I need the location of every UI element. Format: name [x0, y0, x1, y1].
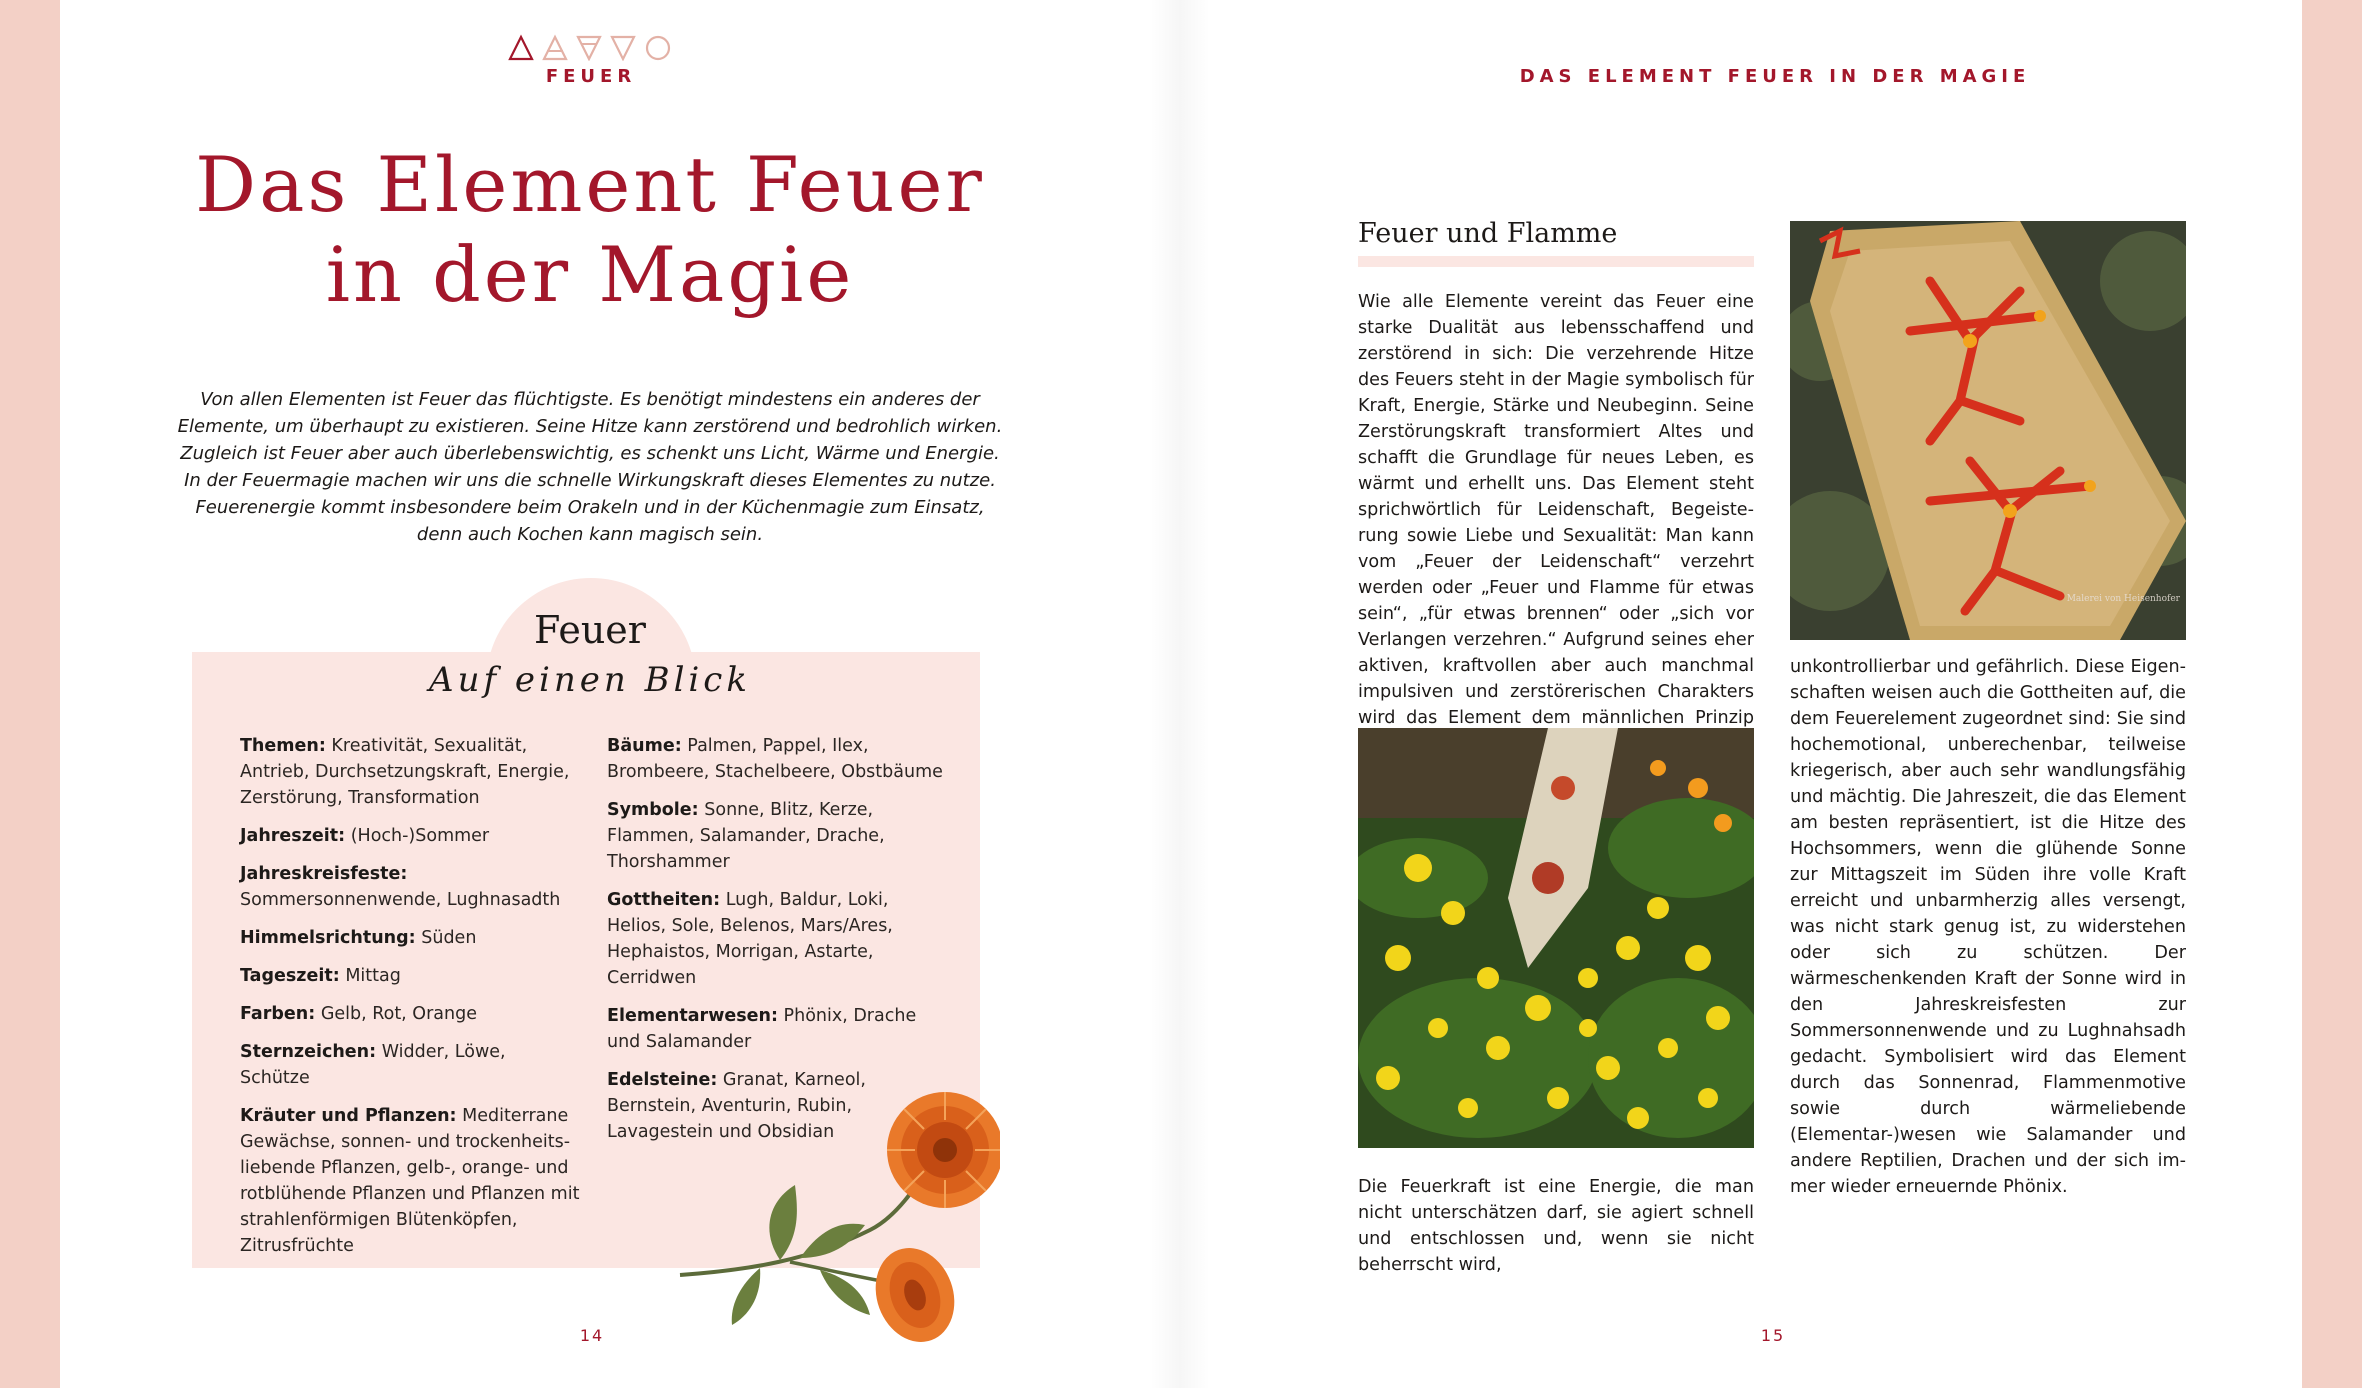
photo-credit: Malerei von Heisenhofer: [2066, 594, 2180, 604]
info-entry-text: Sommersonnenwende, Lughnasadth: [240, 890, 561, 910]
info-entry-label: Gottheiten:: [607, 890, 721, 910]
info-entry-label: Farben:: [240, 1004, 316, 1024]
stone-painting-photo: [1790, 221, 2186, 640]
body-paragraph-3: unkontrollierbar und gefährlich. Diese Eigenschaften weisen auch die Gottheiten auf, die dem Feuerelement zugeordnet sind: Sie sind hochemotional, unberechenbar, teilweise kriegerisch, aber auch sehr wandlungsfähig und mächtig. Die Jahreszeit, die das Element am besten repräsentiert, ist die Hitze des Hochsommers, wenn die glühende Sonne zur Mittagszeit im Süden ihre volle Kraft erreicht und unbarmherzig alles versengt, was nicht stark genug ist, zu widerstehen oder sich zu schützen. Der wärmeschenkenden Kraft der Sonne wird in den Jahreskreisfesten zur Sommersonnenwende und zu Lughnahsadh gedacht. Symbolisiert wird das Element durch das Sonnenrad, Flammenmotive sowie durch wärmeliebende (Elementar-)wesen wie Salamander und andere Reptilien, Drachen und der sich immer wieder erneuernde Phönix.: [1790, 657, 2186, 1197]
info-column-left: [240, 733, 580, 1271]
info-entry-text: Granat, Karneol, Bernstein, Aventurin, Rubin, Lavagestein und Obsidian: [607, 1070, 866, 1142]
spirit-circle-icon: [647, 37, 669, 59]
info-entry-text: Sonne, Blitz, Kerze, Flammen, Salamander, Drache, Thorshammer: [607, 800, 885, 872]
info-entry-label: Kräuter und Pflanzen:: [240, 1106, 457, 1126]
info-entry: [607, 887, 947, 991]
info-entry: [240, 733, 580, 811]
info-entry-text: Gelb, Rot, Orange: [320, 1004, 477, 1024]
page-title: [150, 140, 1030, 320]
info-entry-text: Lugh, Baldur, Loki, Helios, Sole, Belenos, Mars/Ares, Hephaistos, Morrigan, Astarte, Cerridwen: [607, 890, 893, 988]
info-entry-text: Süden: [421, 928, 477, 948]
info-entry-label: Tageszeit:: [240, 966, 340, 986]
water-triangle-icon: [578, 37, 600, 59]
element-icons-row: [508, 33, 674, 61]
info-box-title: Feuer: [534, 608, 646, 652]
page-number-right: 15: [1760, 1326, 1786, 1345]
info-entry: [240, 963, 580, 989]
info-entry-text: (Hoch-)Sommer: [350, 826, 490, 846]
info-entry: [240, 823, 580, 849]
book-gutter: [1150, 0, 1210, 1388]
info-entry: [240, 861, 580, 913]
info-entry-label: Edelsteine:: [607, 1070, 718, 1090]
info-entry-text: Widder, Löwe, Schütze: [240, 1042, 506, 1088]
info-entry-label: Symbole:: [607, 800, 699, 820]
chrysanthemum-illustration: [670, 1080, 1000, 1360]
info-entry: [240, 1039, 580, 1091]
flower-head-small: [863, 1237, 967, 1353]
info-entry-label: Elementarwesen:: [607, 1006, 778, 1026]
earth-triangle-icon: [612, 37, 634, 59]
body-paragraph-1: Wie alle Elemente vereint das Feuer eine starke Dualität aus lebensschaffend und zerstörend in sich: Die verzehrende Hitze des Feuers steht in der Magie symbolisch für Kraft, Energie, Stärke und Neubeginn. Seine Zerstörungskraft transformiert Altes und schafft die Grundlage für neues Leben, es wärmt und erhellt uns. Das Element steht sprichwörtlich für Leidenschaft, Begeisterung sowie Liebe und Sexualität: Man kann vom „Feuer der Leidenschaft“ verzehrt werden oder „Feuer und Flamme für etwas sein“, „für etwas brennen“ oder „sich vor Verlangen verzehren.“ Aufgrund seines eher aktiven, kraftvollen aber auch manchmal impulsiven und zerstörerischen Charakters wird das Element dem männlichen Prinzip: [1358, 292, 1754, 728]
body-paragraph-2: Die Feuerkraft ist eine Energie, die man nicht unterschätzen darf, sie agiert schnell und entschlossen und, wenn sie nicht beherrscht wird,: [1358, 1177, 1754, 1275]
info-entry-text: Phönix, Drache und Salamander: [607, 1006, 917, 1052]
header-right-label: DAS ELEMENT FEUER IN DER MAGIE: [1519, 66, 2031, 87]
info-entry-label: Sternzeichen:: [240, 1042, 377, 1062]
info-entry-text: Kreativität, Sexualität, Antrieb, Durchsetzungskraft, Energie, Zerstörung, Transformation: [240, 736, 570, 808]
info-entry-text: Palmen, Pappel, Ilex, Brombeere, Stachelbeere, Obstbäume: [607, 736, 943, 782]
info-box-subtitle: Auf einen Blick: [429, 660, 751, 700]
stone-painting-image: [1790, 221, 2186, 640]
info-entry: [240, 1001, 580, 1027]
info-entry-label: Themen:: [240, 736, 326, 756]
flower-head-large: [887, 1092, 1000, 1208]
info-entry-label: Jahreskreisfeste:: [240, 864, 408, 884]
info-entry: [240, 1103, 580, 1259]
title-line-1: Das Element Feuer: [195, 140, 985, 229]
flower-garden-photo: [1358, 728, 1754, 1148]
info-entry: [607, 797, 947, 875]
fire-triangle-icon: [510, 37, 532, 59]
section-heading: Feuer und Flamme: [1358, 218, 1618, 249]
info-entry-label: Himmelsrichtung:: [240, 928, 416, 948]
header-left-label: FEUER: [545, 66, 637, 87]
info-entry: [607, 733, 947, 785]
info-entry-text: Mittag: [345, 966, 401, 986]
info-entry-label: Jahreszeit:: [240, 826, 346, 846]
flower-garden-image: [1358, 728, 1754, 1148]
info-entry: [240, 925, 580, 951]
title-line-2: in der Magie: [325, 230, 855, 319]
air-triangle-icon: [544, 37, 566, 59]
info-entry-text: Mediterrane Gewächse, sonnen- und trockenheitsliebende Pflanzen, gelb-, orange- und rotblühende Pflanzen und Pflanzen mit strahlenförmigen Blütenköpfen, Zitrusfrüchte: [240, 1106, 580, 1256]
section-heading-underline: [1358, 256, 1754, 267]
page-number-left: 14: [579, 1326, 605, 1345]
intro-paragraph: Von allen Elementen ist Feuer das flüchtigste. Es benötigt mindestens ein anderes der Elemente, um überhaupt zu existieren. Seine Hitze kann zerstörend und bedrohlich wirken. Zugleich ist Feuer aber auch überlebenswichtig, es schenkt uns Licht, Wärme und Energie. In der Feuermagie machen wir uns die schnelle Wirkungskraft dieses Elementes zu nutze. Feuerenergie kommt insbesondere beim Orakeln und in der Küchenmagie zum Einsatz, denn auch Kochen kann magisch sein.: [177, 389, 1003, 545]
info-entry: [607, 1003, 947, 1055]
info-entry-label: Bäume:: [607, 736, 682, 756]
